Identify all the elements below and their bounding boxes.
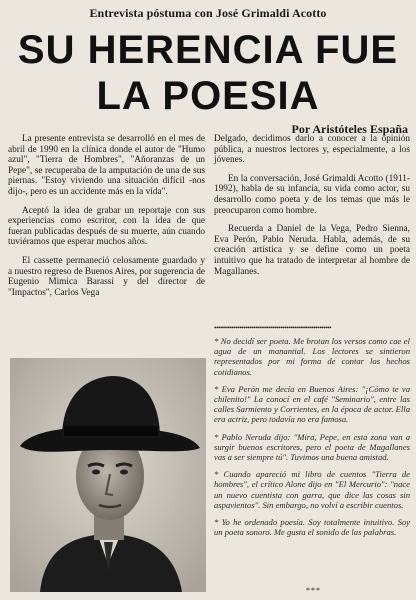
end-mark: *** (306, 586, 321, 595)
quote-item: * Yo he ordenado poesía. Soy totalmente intuitivo. Soy un poeta sonoro. Me gusta el sonido de las palabras. (214, 517, 410, 538)
dotted-divider: •••••••••••••••••••••••••••••••••••••••••••••••••••••••••••• (214, 326, 332, 330)
left-column (8, 134, 205, 306)
quote-item: * Eva Perón me decía en Buenos Aires: "¡Cómo te va chilenito!" La conocí en el café "Seminario", entre las calles Sarmiento y Corrientes, en la época de actor. Ella era actriz, pero todavía no era famosa. (214, 383, 410, 425)
paragraph: La presente entrevista se desarrolló en el mes de abril de 1990 en la clínica donde el autor de "Humo azul", "Tierra de Hombres", "Añoranzas de un Pepe", se recuperaba de la amputación de una de sus piernas. "Estoy viviendo una situación difícil -nos dijo-, pero es un accidente más en la vida". (8, 134, 205, 197)
quote-item: * No decidí ser poeta. Me brotan los versos como cae el agua de un manantial. Los lectores se sintieron representados por mi forma de contar los hechos cotidianos. (214, 336, 410, 377)
headline-line-1: SU HERENCIA FUE (17, 28, 399, 72)
portrait-illustration (10, 358, 206, 592)
paragraph: El cassette permaneció celosamente guardado y a nuestro regreso de Buenos Aires, por sugerencia de Eugenio Mimica Barassi y del director de "Impactos", Carlos Vega (8, 255, 205, 298)
paragraph: Delgado, decidimos darlo a conocer a la opinión pública, a nuestros lectores y, especialmente, a los jóvenes. (214, 134, 410, 166)
quote-item: * Pablo Neruda dijo: "Mira, Pepe, en esta zona van a surgir buenos escritores, pero el poeta de Magallanes vas a ser siempre tú". Tuvimos una buena amistad. (214, 431, 410, 463)
headline-line-2: LA POESIA (96, 74, 320, 118)
kicker: Entrevista póstuma con José Grimaldi Acotto (89, 6, 327, 20)
paragraph: Aceptó la idea de grabar un reportaje con sus experiencias como escritor, con la idea de que fueran publicadas después de su muerte, aún cuando tuviéramos que esperar muchos años. (8, 205, 205, 248)
byline: Por Aristóteles España (291, 122, 408, 136)
right-column (214, 134, 410, 285)
paragraph: Recuerda a Daniel de la Vega, Pedro Sienna, Eva Perón, Pablo Neruda. Habla, además, de su creación artística y se define como un poeta intuitivo que ha tratado de interpretar al hombre de Magallanes. (214, 224, 410, 277)
paragraph: En la conversación, José Grimaldi Acotto (1911-1992), habla de su infancia, su vida como actor, su desarrollo como poeta y de los temas que más le preocuparon como hombre. (214, 173, 410, 216)
portrait-photo (10, 358, 206, 592)
quotes-column (214, 336, 410, 544)
quote-item: * Cuando apareció mi libro de cuentos "Tierra de hombres", el crítico Alone dijo en "El Mercurio": "nace un nuevo cuentista con garra, que dice las cosas sin aspavientos". Sin embargo, no volví a escribir cuentos. (214, 469, 410, 510)
